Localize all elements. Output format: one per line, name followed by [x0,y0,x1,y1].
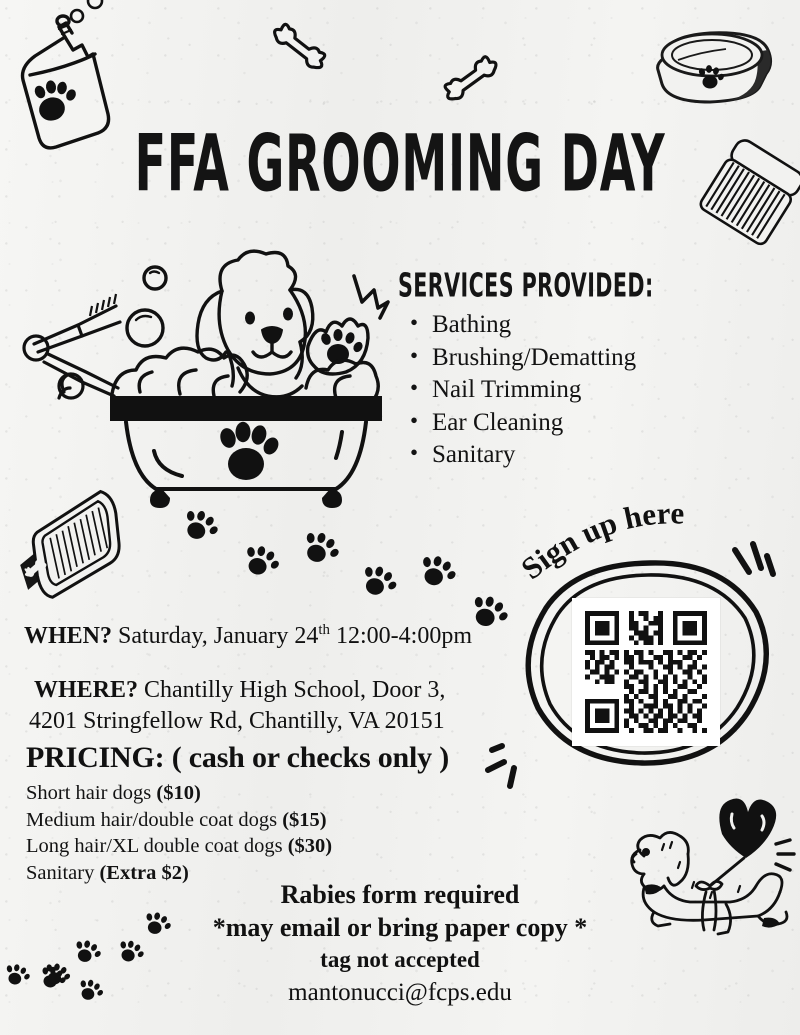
where-line-2: 4201 Stringfellow Rd, Chantilly, VA 20151 [29,708,445,735]
services-heading: SERVICES PROVIDED: [398,266,654,305]
when-date: Saturday, January 24 [118,623,319,649]
pricing-section [26,741,496,887]
footer-line-1: Rabies form required [280,880,520,909]
signup-label-text: Sign up here [514,495,685,587]
pricing-row-label: Medium hair/double coat dogs [26,808,278,831]
pricing-row-price: ($30) [287,835,333,858]
services-list [398,309,728,472]
when-label: WHEN? [24,623,113,649]
paw-print-trail [140,490,520,630]
signup-label [510,495,790,588]
pricing-row-label: Short hair dogs [26,782,152,804]
when-ordinal: th [318,622,330,638]
service-item: • Nail Trimming [432,374,728,407]
pricing-row-price: ($15) [282,808,327,831]
dog-in-bathtub-illustration [110,246,390,511]
where-line-1: Chantilly High School, Door 3, [144,677,446,703]
service-item: • Brushing/Dematting [432,342,728,375]
services-section [398,266,728,472]
pricing-list [26,780,496,887]
pricing-row-price: (Extra $2) [99,861,189,884]
service-item: • Sanitary [432,439,728,472]
service-item: • Ear Cleaning [432,407,728,440]
footer-section [0,878,800,1010]
bone-icon [266,24,328,76]
pricing-row [26,833,496,860]
pricing-row [26,807,496,834]
service-item: • Bathing [432,309,728,342]
dog-bowl-icon [648,20,788,115]
footer-line-3: tag not accepted [320,946,480,972]
pricing-row-price: ($10) [156,782,201,804]
when-time: 12:00-4:00pm [335,623,472,649]
pricing-row [26,780,496,807]
qr-code[interactable] [572,598,720,746]
where-label: WHERE? [34,677,139,703]
pricing-row-label: Sanitary [26,861,95,884]
contact-email[interactable]: mantonucci@fcps.edu [288,979,512,1007]
slicker-brush-icon [4,500,134,610]
pricing-row-label: Long hair/XL double coat dogs [26,835,283,858]
pricing-heading: PRICING: ( cash or checks only ) [26,741,450,774]
where-block [29,675,446,737]
when-line [24,622,472,651]
qr-code-image [585,611,707,733]
grooming-shears-icon [4,292,134,412]
bone-icon [442,56,504,108]
signup-section[interactable] [510,495,790,778]
footer-line-2: *may email or bring paper copy * [212,913,588,943]
page-title: FFA GROOMING DAY [134,119,666,211]
